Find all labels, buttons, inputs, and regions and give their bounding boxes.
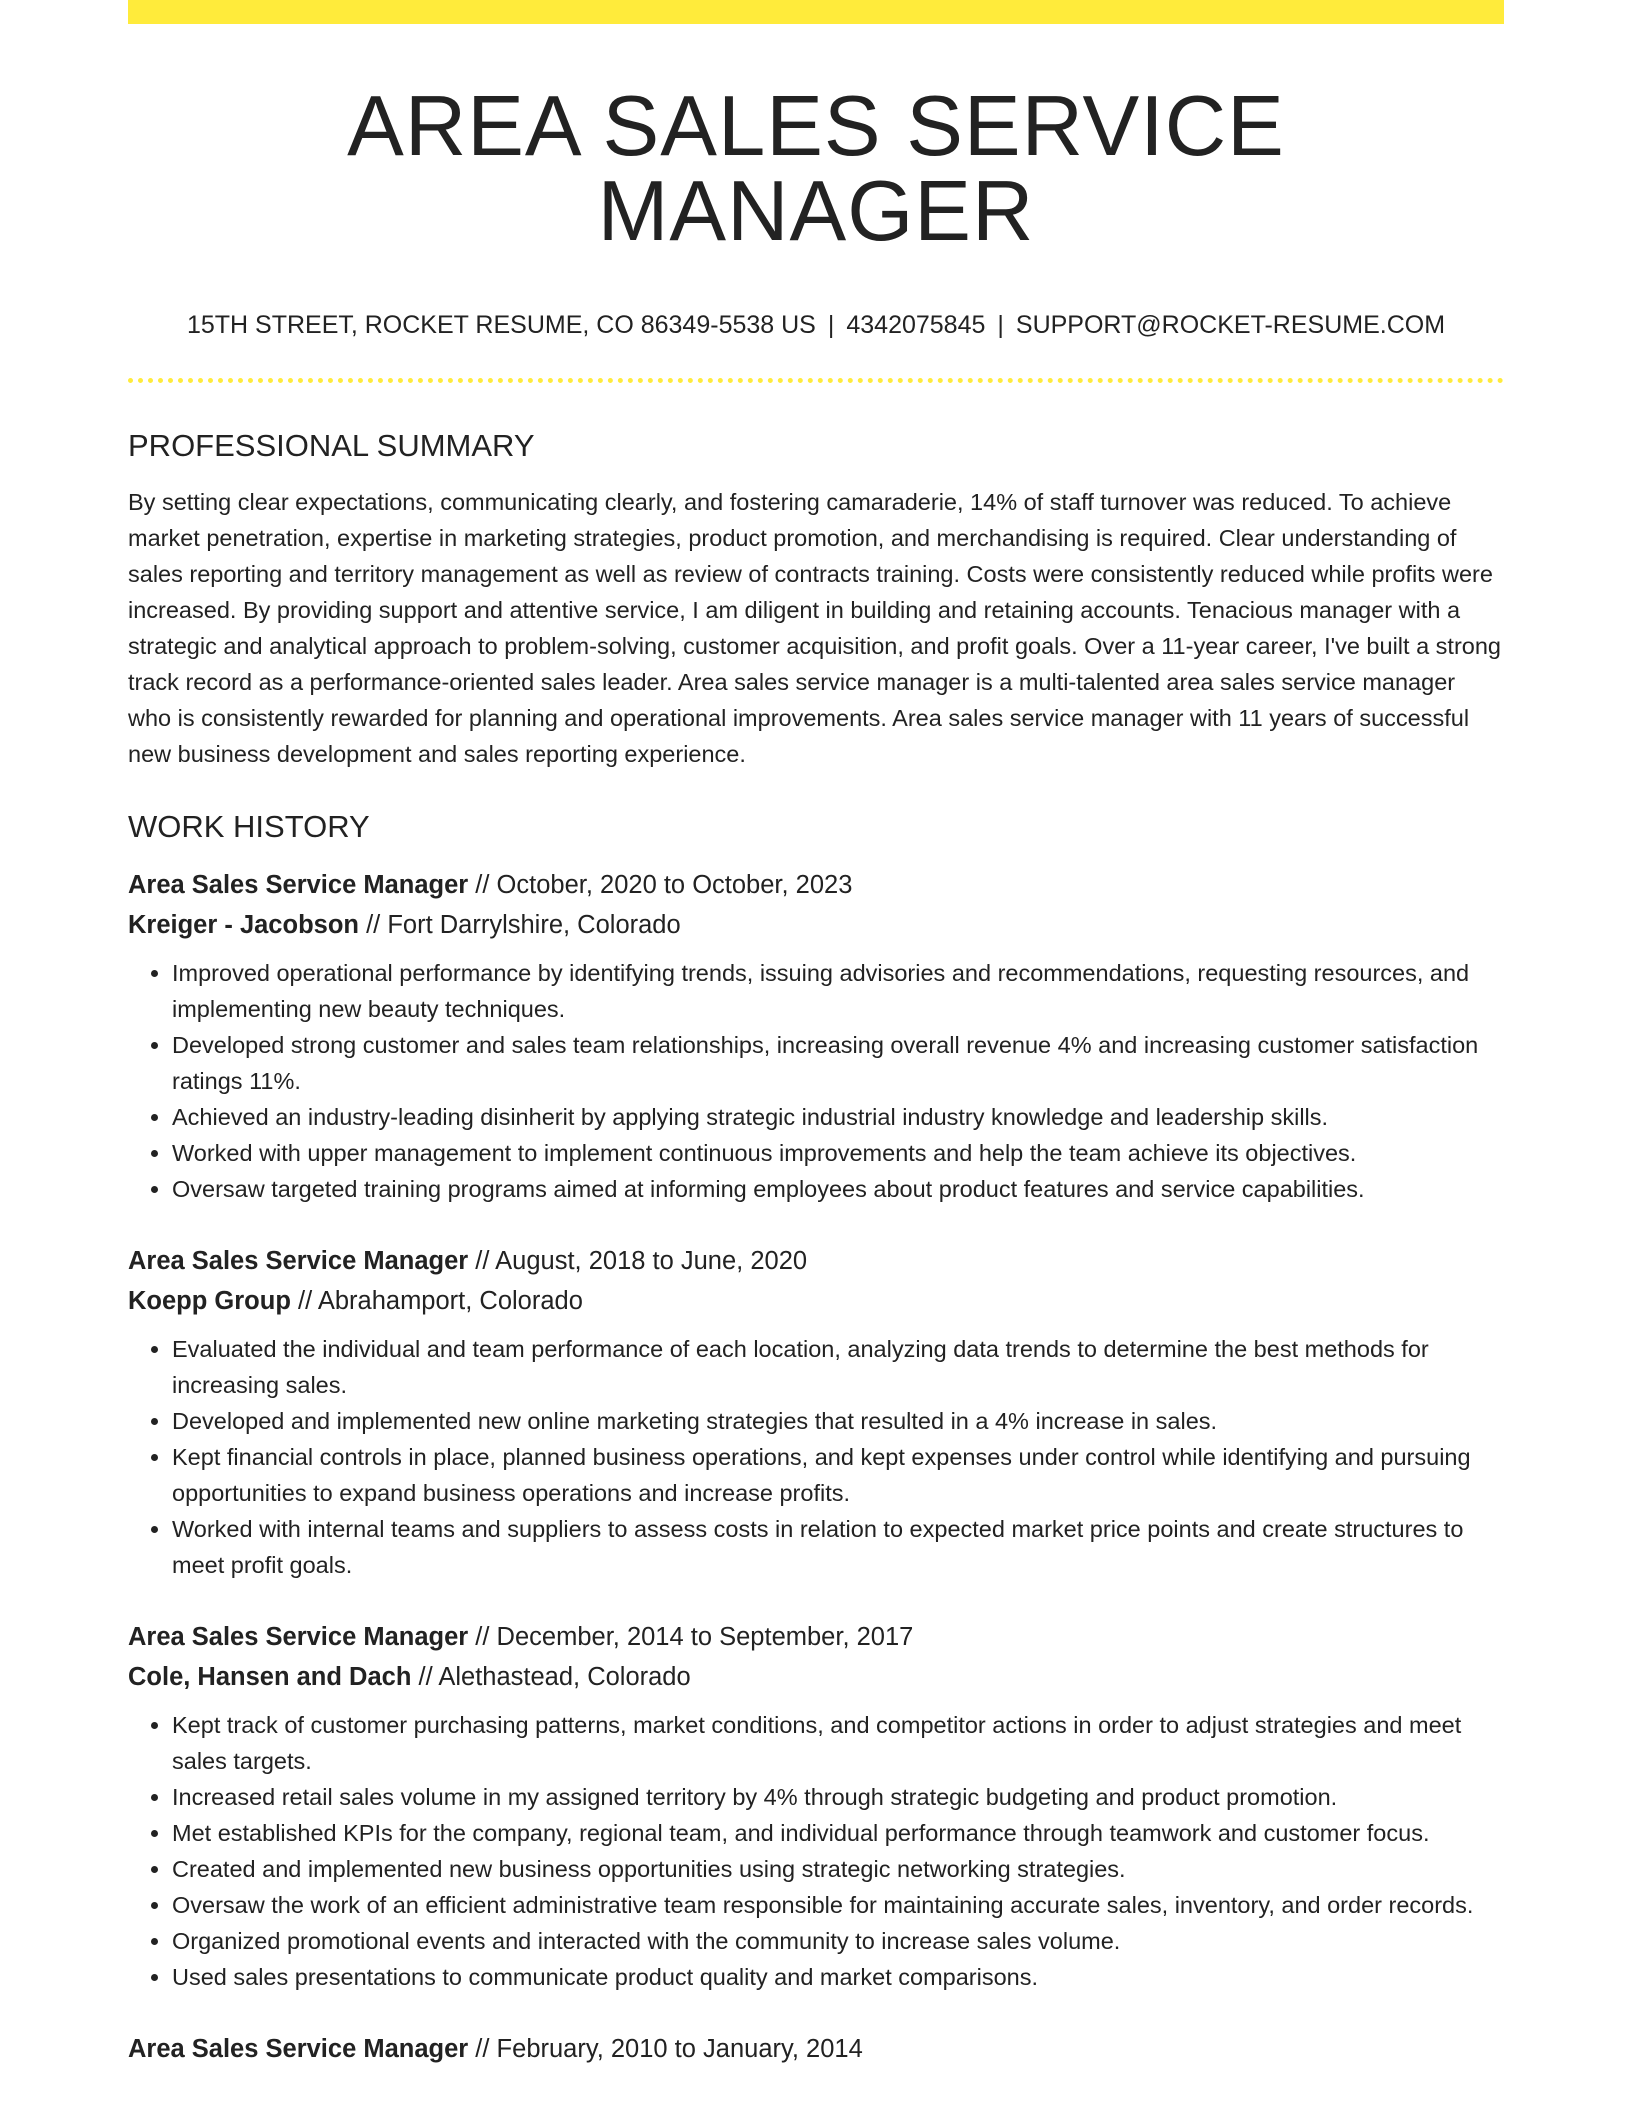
job-bullet: • Kept track of customer purchasing patterns, market conditions, and competitor actions in order to adjust strategies and meet sales targets. <box>172 1707 1504 1779</box>
job-company: Koepp Group <box>128 1287 291 1316</box>
job-location: // Alethastead, Colorado <box>411 1663 691 1692</box>
job-entry <box>128 1241 1504 1583</box>
job-entry <box>128 2029 1504 2069</box>
job-bullet: • Met established KPIs for the company, regional team, and individual performance through teamwork and customer focus. <box>172 1815 1504 1851</box>
job-bullets <box>128 1707 1504 1995</box>
job-bullet: • Worked with upper management to implement continuous improvements and help the team achieve its objectives. <box>172 1135 1504 1171</box>
contact-address: 15TH STREET, ROCKET RESUME, CO 86349-5538 US <box>186 311 816 339</box>
accent-bar <box>128 0 1504 24</box>
job-dates: // December, 2014 to September, 2017 <box>468 1623 914 1652</box>
job-bullet: • Created and implemented new business opportunities using strategic networking strategies. <box>172 1851 1504 1887</box>
job-company: Cole, Hansen and Dach <box>128 1663 412 1692</box>
contact-phone: 4342075845 <box>846 311 986 339</box>
job-title-line <box>128 1617 1504 1657</box>
job-company-line <box>128 1281 1504 1321</box>
job-entry <box>128 865 1504 1207</box>
job-title-line <box>128 865 1504 905</box>
job-bullet: • Evaluated the individual and team performance of each location, analyzing data trends to determine the best methods for increasing sales. <box>172 1331 1504 1403</box>
job-bullet: • Improved operational performance by identifying trends, issuing advisories and recommendations, requesting resources, and implementing new beauty techniques. <box>172 955 1504 1027</box>
job-title-line <box>128 1241 1504 1281</box>
job-dates: // August, 2018 to June, 2020 <box>468 1247 808 1276</box>
job-bullet: • Worked with internal teams and suppliers to assess costs in relation to expected market price points and create structures to meet profit goals. <box>172 1511 1504 1583</box>
resume-page <box>128 0 1504 2069</box>
job-bullet: • Increased retail sales volume in my assigned territory by 4% through strategic budgeting and product promotion. <box>172 1779 1504 1815</box>
job-company-line <box>128 1657 1504 1697</box>
job-role: Area Sales Service Manager <box>128 2035 469 2064</box>
summary-heading: PROFESSIONAL SUMMARY <box>128 428 535 463</box>
resume-name: AREA SALES SERVICE MANAGER <box>347 79 1285 259</box>
job-entry <box>128 1617 1504 1995</box>
summary-text: By setting clear expectations, communicating clearly, and fostering camaraderie, 14% of staff turnover was reduced. To achieve market penetration, expertise in marketing strategies, product promotion, and merchandising is required. Clear understanding of sales reporting and territory management as well as review of contracts training. Costs were consistently reduced while profits were increased. By providing support and attentive service, I am diligent in building and retaining accounts. Tenacious manager with a strategic and analytical approach to problem-solving, customer acquisition, and profit goals. Over a 11-year career, I've built a strong track record as a performance-oriented sales leader. Area sales service manager is a multi-talented area sales service manager who is consistently rewarded for planning and operational improvements. Area sales service manager with 11 years of successful new business development and sales reporting experience. <box>128 489 1501 768</box>
job-dates: // October, 2020 to October, 2023 <box>468 871 853 900</box>
job-location: // Abrahamport, Colorado <box>290 1287 583 1316</box>
job-bullet: • Organized promotional events and interacted with the community to increase sales volume. <box>172 1923 1504 1959</box>
job-bullets <box>128 955 1504 1207</box>
job-bullet: • Used sales presentations to communicate product quality and market comparisons. <box>172 1959 1504 1995</box>
job-role: Area Sales Service Manager <box>128 1623 469 1652</box>
job-bullet: • Achieved an industry-leading disinherit by applying strategic industrial industry knowledge and leadership skills. <box>172 1099 1504 1135</box>
job-bullet: • Oversaw the work of an efficient administrative team responsible for maintaining accurate sales, inventory, and order records. <box>172 1887 1504 1923</box>
work-history-heading: WORK HISTORY <box>128 809 370 845</box>
job-company-line <box>128 905 1504 945</box>
contact-separator: | <box>827 311 835 339</box>
job-location: // Fort Darrylshire, Colorado <box>358 911 681 940</box>
contact-email: SUPPORT@ROCKET-RESUME.COM <box>1015 311 1446 339</box>
dotted-divider <box>128 378 1504 383</box>
job-bullets <box>128 1331 1504 1583</box>
job-dates: // February, 2010 to January, 2014 <box>468 2035 863 2064</box>
contact-separator: | <box>997 311 1004 339</box>
job-bullet: • Developed strong customer and sales team relationships, increasing overall revenue 4% and increasing customer satisfaction ratings 11%. <box>172 1027 1504 1099</box>
contact-line <box>128 310 1504 340</box>
job-bullet: • Developed and implemented new online marketing strategies that resulted in a 4% increase in sales. <box>172 1403 1504 1439</box>
job-title-line <box>128 2029 1504 2069</box>
job-role: Area Sales Service Manager <box>128 871 469 900</box>
job-company: Kreiger - Jacobson <box>128 911 359 940</box>
job-role: Area Sales Service Manager <box>128 1247 469 1276</box>
job-bullet: • Kept financial controls in place, planned business operations, and kept expenses under control while identifying and pursuing opportunities to expand business operations and increase profits. <box>172 1439 1504 1511</box>
job-bullet: • Oversaw targeted training programs aimed at informing employees about product features and service capabilities. <box>172 1171 1504 1207</box>
